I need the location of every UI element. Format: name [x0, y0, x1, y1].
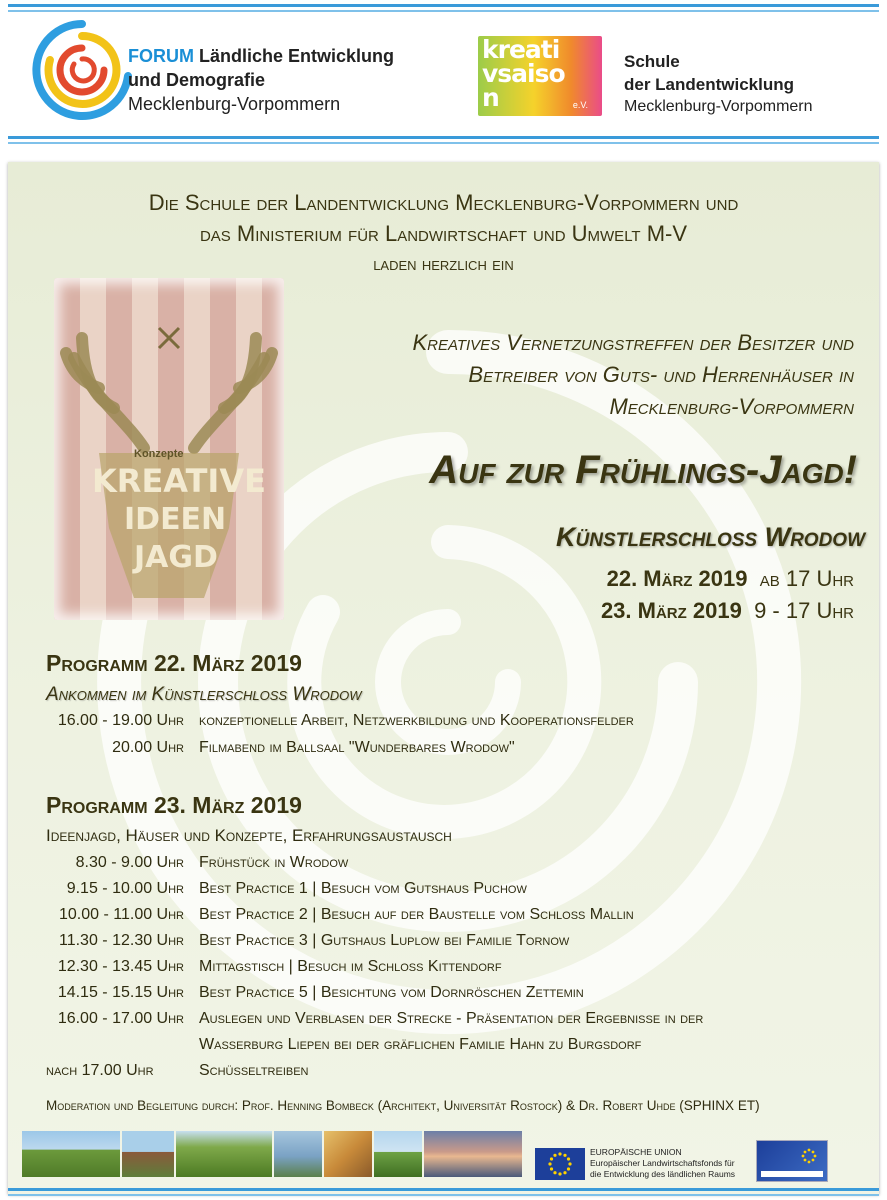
program-day2-row-desc: Best Practice 1 | Besuch vom Gutshaus Puchow — [199, 880, 527, 897]
moderation-credits: Moderation und Begleitung durch: Prof. Henning Bombeck (Architekt, Universität Rostock) & Dr. Robert Uhde (SPHINX ET) — [46, 1098, 760, 1113]
program-day2-row-desc: Wasserburg Liepen bei der gräflichen Familie Hahn zu Burgsdorf — [199, 1036, 642, 1053]
poster-image — [54, 278, 284, 620]
header-divider-line-thin — [8, 142, 879, 144]
footer-photo-pier — [424, 1131, 522, 1177]
kreativsaison-logo — [478, 36, 602, 116]
program-day2-row-time: 16.00 - 17.00 Uhr — [57, 1010, 184, 1027]
schule-logo-line3: Mecklenburg-Vorpommern — [624, 98, 813, 115]
program-day1-subheading: Ankommen im Künstlerschloss Wrodow — [46, 684, 362, 705]
program-day2-heading: Programm 23. März 2019 — [46, 792, 302, 818]
program-day2-row-time: 9.15 - 10.00 Uhr — [66, 880, 184, 897]
program-day1-row-desc: konzeptionelle Arbeit, Netzwerkbildung und Kooperationsfelder — [199, 712, 634, 729]
program-day1-row-time: 16.00 - 19.00 Uhr — [57, 712, 184, 729]
program-day2-row-time: 14.15 - 15.15 Uhr — [57, 984, 184, 1001]
poster-word-konzepte: Konzepte — [134, 448, 184, 460]
eu-flag-icon — [535, 1148, 585, 1180]
program-day2-row — [46, 932, 866, 954]
intro-line1: Die Schule der Landentwicklung Mecklenburg-Vorpommern und — [148, 190, 739, 215]
program-day2-row-desc: Frühstück in Wrodow — [199, 854, 349, 871]
kreativsaison-logo-suffix: e.V. — [572, 100, 588, 110]
program-day1-row-time: 20.00 Uhr — [112, 739, 184, 756]
forum-logo-line2: und Demografie — [128, 70, 266, 90]
forum-logo-line1 — [128, 46, 394, 67]
program-day1-row — [46, 712, 866, 734]
forum-logo-word: FORUM — [128, 46, 194, 66]
event-date-2-date: 23. März 2019 — [600, 598, 742, 623]
program-day2-row — [46, 958, 866, 980]
top-border-line — [8, 4, 879, 7]
schule-logo-line1: Schule — [624, 52, 680, 71]
schule-logo-line2: der Landentwicklung — [624, 75, 795, 94]
event-date-1-date: 22. März 2019 — [606, 566, 748, 591]
program-day2-row — [46, 906, 866, 928]
event-date-1 — [607, 566, 854, 592]
bottom-border-line — [8, 1188, 879, 1191]
footer-photo-house — [122, 1131, 174, 1177]
program-day2-row-time: nach 17.00 Uhr — [46, 1062, 154, 1079]
intro-line3: laden herzlich ein — [373, 254, 514, 275]
program-day2-row — [46, 984, 866, 1006]
program-day2-subheading: Ideenjagd, Häuser und Konzepte, Erfahrungsaustausch — [46, 826, 452, 845]
event-date-2 — [601, 598, 854, 624]
program-day2-row — [46, 1036, 866, 1058]
program-day2-row-desc: Auslegen und Verblasen der Strecke - Präsentation der Ergebnisse in der — [199, 1010, 704, 1027]
program-day1-heading: Programm 22. März 2019 — [46, 650, 302, 676]
forum-logo-icon — [30, 18, 134, 122]
footer-photo-trees — [176, 1131, 272, 1177]
program-day2-row-desc: Best Practice 5 | Besichtung vom Dornröschen Zettemin — [199, 984, 584, 1001]
program-day2-row-desc: Best Practice 2 | Besuch auf der Baustelle vom Schloss Mallin — [199, 906, 634, 923]
event-venue: Künstlerschloss Wrodow — [556, 522, 865, 552]
program-day2-row-time: 11.30 - 12.30 Uhr — [59, 932, 184, 949]
event-subtitle-line3: Mecklenburg-Vorpommern — [609, 394, 854, 419]
eler-logo — [756, 1140, 828, 1182]
program-day2-row — [46, 880, 866, 902]
program-day2-row — [46, 1062, 866, 1084]
footer-photo-cyclists — [22, 1131, 120, 1177]
event-date-2-time: 9 - 17 Uhr — [754, 598, 854, 623]
program-day2-row-desc: Mittagstisch | Besuch im Schloss Kittendorf — [199, 958, 502, 975]
eu-stars-icon — [535, 1148, 585, 1180]
poster-word-jagd: JAGD — [134, 540, 218, 575]
footer-photo-sculpture — [324, 1131, 372, 1177]
event-subtitle-line2: Betreiber von Guts- und Herrenhäuser in — [468, 362, 854, 387]
footer-photo-lake — [274, 1131, 322, 1177]
intro-line2: das Ministerium für Landwirtschaft und Umwelt M-V — [199, 221, 688, 246]
eu-text-line1: EUROPÄISCHE UNION — [590, 1147, 682, 1157]
poster-word-ideen: IDEEN — [124, 502, 227, 537]
program-day2-row-time: 10.00 - 11.00 Uhr — [59, 906, 184, 923]
program-day1-row — [46, 739, 866, 761]
forum-logo-line1-rest: Ländliche Entwicklung — [199, 46, 395, 66]
program-day2-row-time: 12.30 - 13.45 Uhr — [57, 958, 184, 975]
program-day2-row-desc: Best Practice 3 | Gutshaus Luplow bei Familie Tornow — [199, 932, 570, 949]
event-title: Auf zur Frühlings-Jagd! — [429, 448, 857, 492]
forum-logo-line3: Mecklenburg-Vorpommern — [128, 94, 341, 114]
event-subtitle-line1: Kreatives Vernetzungstreffen der Besitzer und — [412, 330, 854, 355]
header-divider-line — [8, 136, 879, 139]
event-date-1-time: ab 17 Uhr — [759, 566, 854, 591]
program-day1-row-desc: Filmabend im Ballsaal "Wunderbares Wrodow" — [199, 739, 515, 756]
program-day2-row — [46, 854, 866, 876]
bottom-border-line-thin — [8, 1194, 879, 1196]
program-day2-row-time: 8.30 - 9.00 Uhr — [75, 854, 184, 871]
top-border-line-thin — [8, 10, 879, 12]
eler-stars-icon — [757, 1141, 827, 1181]
invitation-panel — [8, 162, 879, 1194]
program-day2-row-desc: Schüsseltreiben — [199, 1062, 309, 1079]
program-day2-row — [46, 1010, 866, 1032]
eu-text-line2: Europäischer Landwirtschaftsfonds für — [590, 1158, 735, 1168]
kreativsaison-logo-text: kreativsaison — [482, 36, 565, 112]
eu-text-line3: die Entwicklung des ländlichen Raums — [590, 1169, 736, 1179]
footer-photo-meadow — [374, 1131, 422, 1177]
poster-word-kreative: KREATIVE — [92, 462, 266, 500]
